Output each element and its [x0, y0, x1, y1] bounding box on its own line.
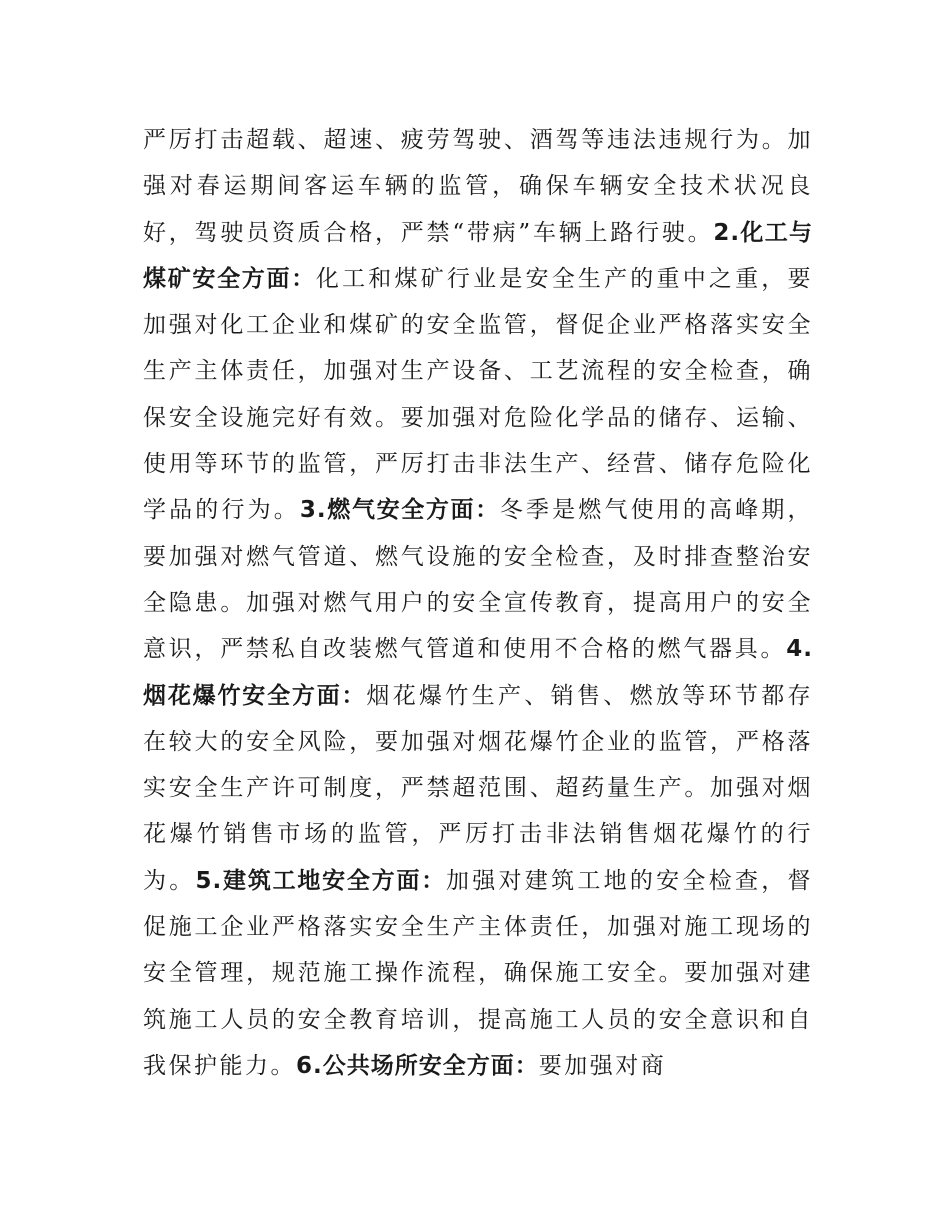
paragraph-text: 冬季是燃气使用的高峰期，要加强对燃气管道、燃气设施的安全检查，及时排查整治安全隐患。加强对燃气用户的安全宣传教育，提高用户的安全意识，严禁私自改装燃气管道和使用不合格的燃气器具。: [143, 497, 814, 663]
paragraph-text: 加强对建筑工地的安全检查，督促施工企业严格落实安全生产主体责任，加强对施工现场的安全管理，规范施工操作流程，确保施工安全。要加强对建筑施工人员的安全教育培训，提高施工人员的安全意识和自我保护能力。: [143, 867, 814, 1079]
section-heading-gas: 3.燃气安全方面：: [299, 497, 500, 524]
section-heading-chemical-coal: 2.化工与煤矿安全方面：: [143, 219, 813, 292]
paragraph-text: 烟花爆竹生产、销售、燃放等环节都存在较大的安全风险，要加强对烟花爆竹企业的监管，严格落实安全生产许可制度，严禁超范围、超药量生产。加强对烟花爆竹销售市场的监管，严厉打击非法销售烟花爆竹的行为。: [143, 682, 814, 894]
section-heading-construction: 5.建筑工地安全方面：: [195, 867, 446, 894]
body-paragraph: [143, 117, 813, 1089]
section-heading-fireworks: 4.烟花爆竹安全方面：: [143, 636, 813, 709]
section-heading-public-places: 6.公共场所安全方面：: [296, 1052, 539, 1079]
paragraph-text: 化工和煤矿行业是安全生产的重中之重，要加强对化工企业和煤矿的安全监管，督促企业严格落实安全生产主体责任，加强对生产设备、工艺流程的安全检查，确保安全设施完好有效。要加强对危险化学品的储存、运输、使用等环节的监管，严厉打击非法生产、经营、储存危险化学品的行为。: [143, 265, 814, 524]
paragraph-text: 严厉打击超载、超速、疲劳驾驶、酒驾等违法违规行为。加强对春运期间客运车辆的监管，确保车辆安全技术状况良好，驾驶员资质合格，严禁“带病”车辆上路行驶。: [143, 127, 813, 246]
paragraph-text: 要加强对商: [538, 1052, 667, 1079]
